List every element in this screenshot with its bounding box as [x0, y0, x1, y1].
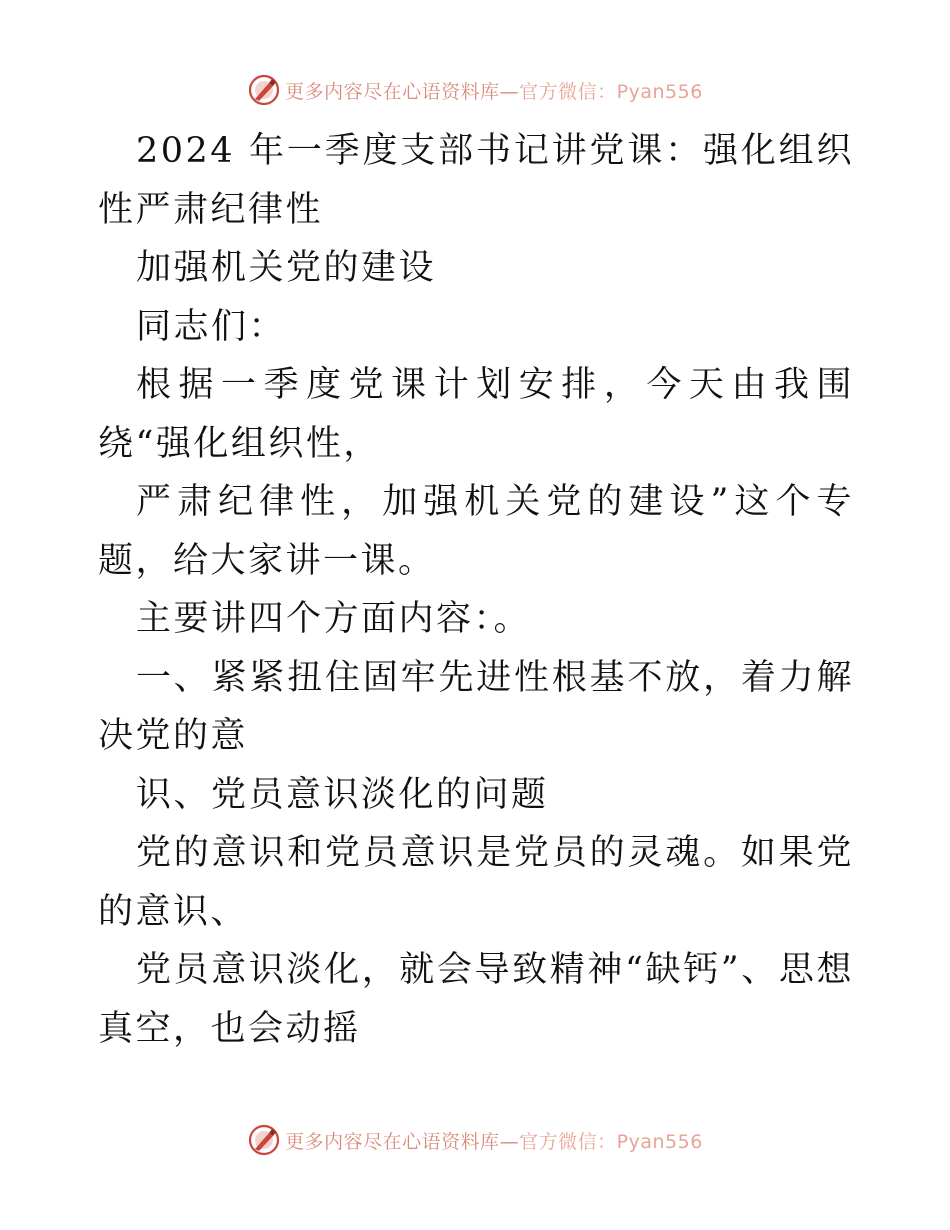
- header-watermark: [0, 70, 950, 110]
- footer-watermark: [0, 1120, 950, 1160]
- document-title: 2024 年一季度支部书记讲党课：强化组织性严肃纪律性: [98, 131, 854, 230]
- watermark-dash: —: [499, 80, 520, 103]
- watermark-contact-text: 官方微信：Pyan556: [519, 1130, 703, 1153]
- body-paragraph: 严肃纪律性，加强机关党的建设”这个专题，给大家讲一课。: [98, 482, 854, 581]
- watermark-site-text: 更多内容尽在心语资料库: [285, 80, 500, 103]
- body-paragraph: 党员意识淡化，就会导致精神“缺钙”、思想真空，也会动摇: [98, 950, 854, 1049]
- pen-logo-icon: [247, 73, 281, 107]
- section-heading: 一、紧紧扭住固牢先进性根基不放，着力解决党的意: [98, 657, 854, 756]
- body-paragraph: 根据一季度党课计划安排，今天由我围绕“强化组织性，: [98, 365, 854, 464]
- body-paragraph: 党的意识和党员意识是党员的灵魂。如果党的意识、: [98, 833, 854, 932]
- watermark-dash: —: [499, 1130, 520, 1153]
- pen-logo-icon: [247, 1123, 281, 1157]
- document-subtitle: 加强机关党的建设: [136, 248, 437, 288]
- document-body: [98, 122, 854, 1058]
- watermark-contact-text: 官方微信：Pyan556: [519, 80, 703, 103]
- watermark-site-text: 更多内容尽在心语资料库: [285, 1130, 500, 1153]
- salutation: 同志们：: [136, 306, 287, 347]
- body-paragraph: 主要讲四个方面内容：。: [136, 599, 532, 639]
- section-heading: 识、党员意识淡化的问题: [136, 774, 549, 815]
